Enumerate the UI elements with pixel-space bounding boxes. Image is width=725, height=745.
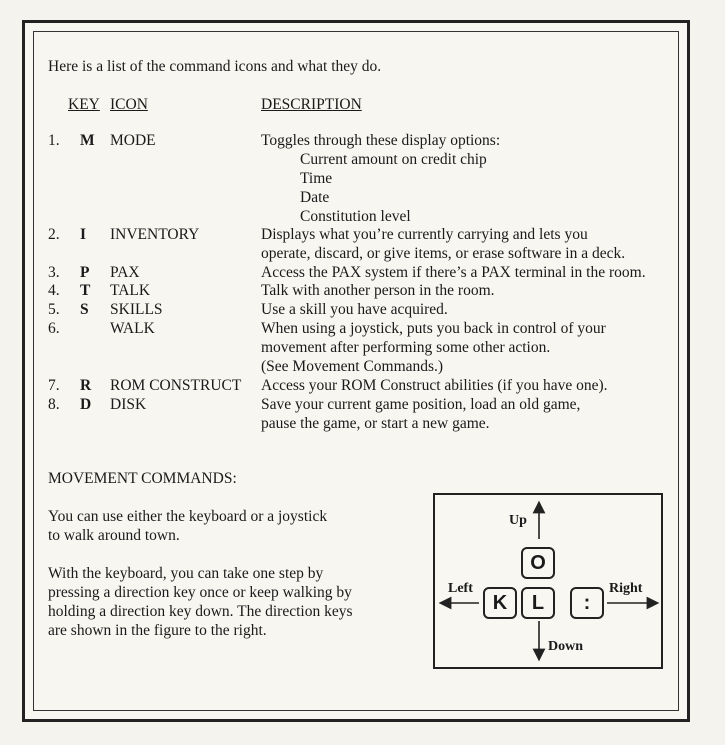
command-desc-line: operate, discard, or give items, or erase software in a deck.	[261, 245, 626, 262]
command-desc-line: (See Movement Commands.)	[261, 358, 444, 375]
command-icon: TALK	[110, 282, 151, 299]
header-icon: ICON	[110, 96, 148, 113]
key-right: :	[570, 587, 604, 619]
command-icon: PAX	[110, 264, 140, 281]
movement-para2-line: holding a direction key down. The direction keys	[48, 603, 353, 620]
command-icon: WALK	[110, 320, 155, 337]
down-label: Down	[548, 639, 584, 654]
command-key: M	[80, 132, 95, 149]
command-desc-line: Access your ROM Construct abilities (if you have one).	[261, 377, 608, 394]
movement-heading: MOVEMENT COMMANDS:	[48, 470, 237, 487]
right-label: Right	[609, 581, 643, 596]
command-desc-line: pause the game, or start a new game.	[261, 415, 490, 432]
mode-option: Current amount on credit chip	[300, 151, 487, 168]
movement-para2-line: are shown in the figure to the right.	[48, 622, 267, 639]
command-number: 7.	[48, 377, 60, 394]
header-key: KEY	[68, 96, 100, 113]
intro-text: Here is a list of the command icons and what they do.	[48, 58, 382, 75]
command-key: D	[80, 396, 92, 413]
command-icon: MODE	[110, 132, 156, 149]
direction-keys-figure	[433, 493, 663, 669]
command-number: 8.	[48, 396, 60, 413]
movement-para1-line: to walk around town.	[48, 527, 180, 544]
movement-para2-line: pressing a direction key once or keep walking by	[48, 584, 352, 601]
command-key: R	[80, 377, 92, 394]
command-desc-line: When using a joystick, puts you back in control of your	[261, 320, 606, 337]
command-desc-line: Use a skill you have acquired.	[261, 301, 448, 318]
command-number: 4.	[48, 282, 60, 299]
command-icon: SKILLS	[110, 301, 163, 318]
command-desc-line: Access the PAX system if there’s a PAX terminal in the room.	[261, 264, 646, 281]
command-icon: DISK	[110, 396, 147, 413]
mode-option: Date	[300, 189, 330, 206]
command-number: 2.	[48, 226, 60, 243]
key-up: O	[521, 547, 555, 579]
command-desc-line: movement after performing some other action.	[261, 339, 551, 356]
up-label: Up	[509, 513, 527, 528]
command-desc-line: Save your current game position, load an old game,	[261, 396, 581, 413]
command-desc-line: Toggles through these display options:	[261, 132, 501, 149]
movement-para2-line: With the keyboard, you can take one step by	[48, 565, 324, 582]
key-left: K	[483, 587, 517, 619]
command-key: T	[80, 282, 91, 299]
movement-para1-line: You can use either the keyboard or a joystick	[48, 508, 328, 525]
command-key: I	[80, 226, 87, 243]
command-key: P	[80, 264, 90, 281]
key-down: L	[521, 587, 555, 619]
mode-option: Time	[300, 170, 333, 187]
command-desc-line: Displays what you’re currently carrying and lets you	[261, 226, 588, 243]
command-number: 5.	[48, 301, 60, 318]
mode-option: Constitution level	[300, 208, 411, 225]
command-icon: ROM CONSTRUCT	[110, 377, 242, 394]
left-label: Left	[448, 581, 473, 596]
command-number: 1.	[48, 132, 60, 149]
header-description: DESCRIPTION	[261, 96, 362, 113]
command-number: 6.	[48, 320, 60, 337]
command-key: S	[80, 301, 89, 318]
command-desc-line: Talk with another person in the room.	[261, 282, 495, 299]
command-icon: INVENTORY	[110, 226, 200, 243]
command-number: 3.	[48, 264, 60, 281]
